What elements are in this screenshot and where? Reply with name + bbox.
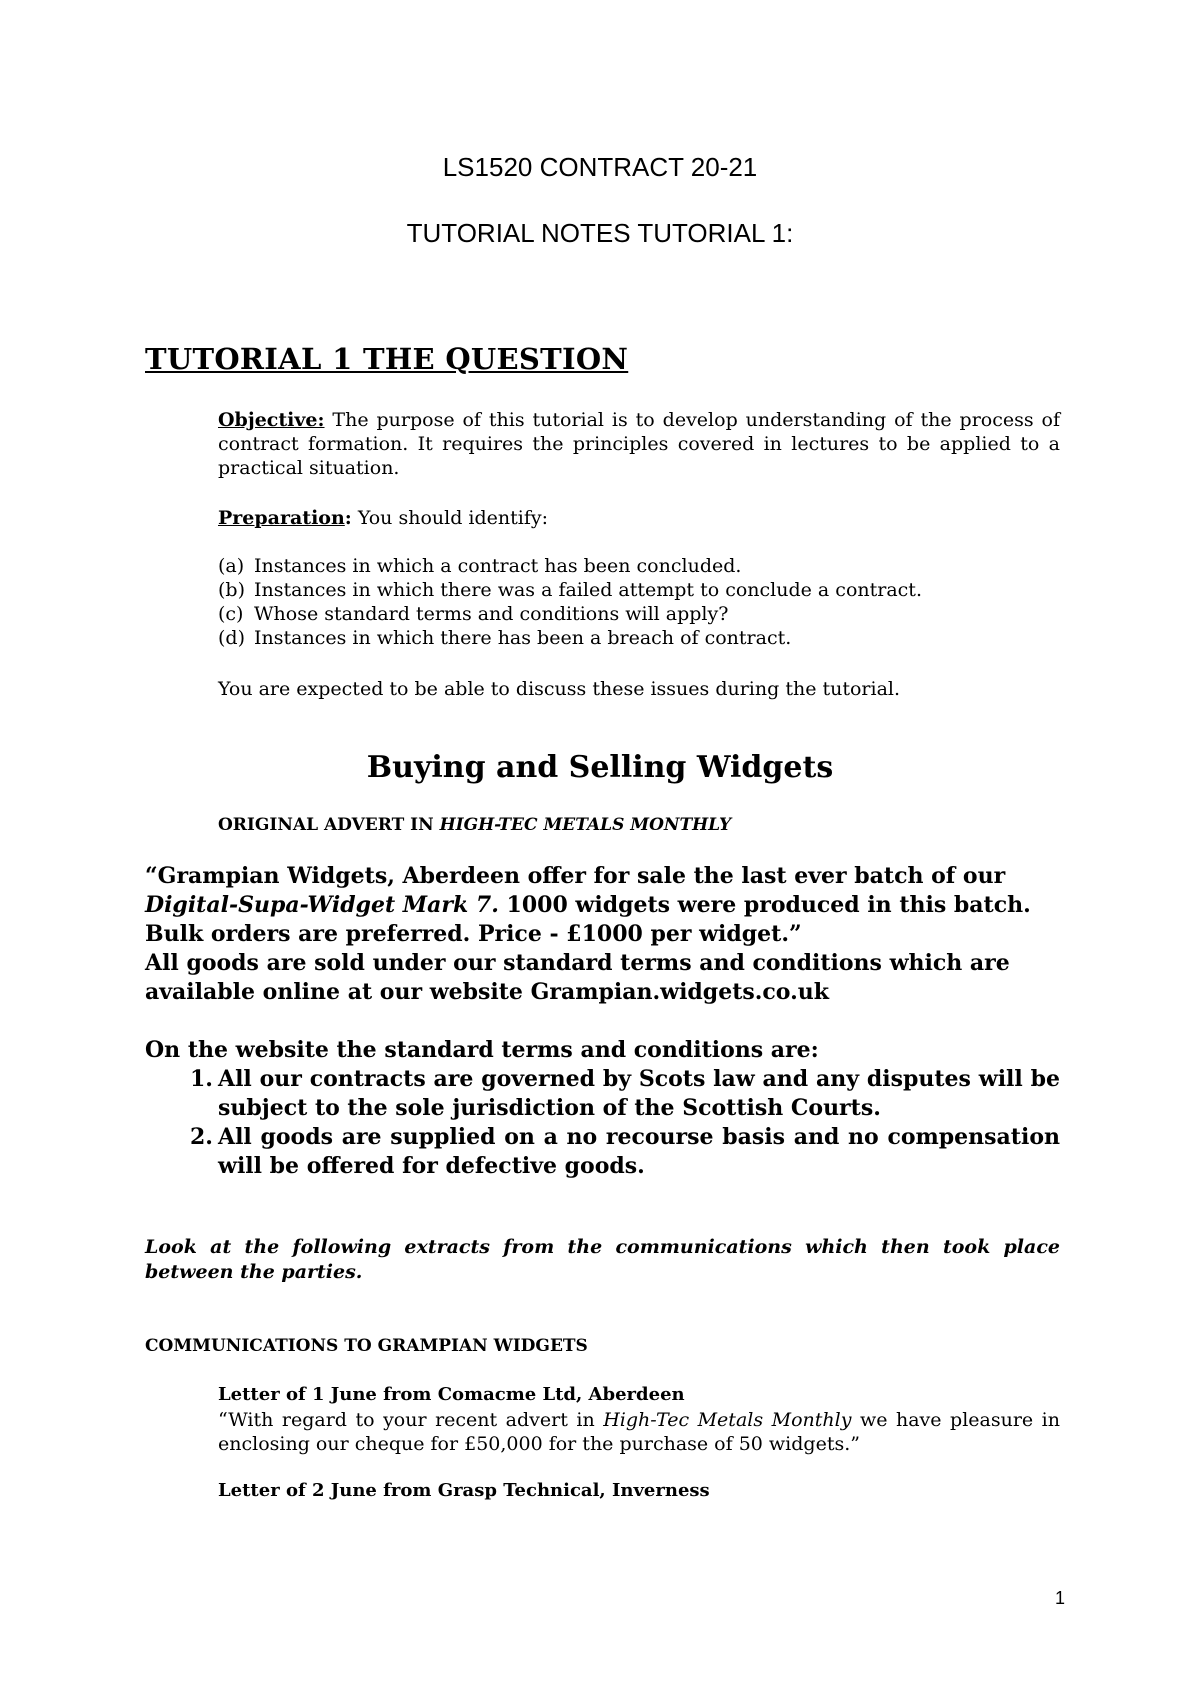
- list-item-text: Whose standard terms and conditions will apply?: [254, 603, 729, 625]
- advert-quote-product: Digital-Supa-Widget Mark 7.: [145, 892, 499, 918]
- term-line: compensation will be offered for defective goods.: [218, 1124, 1060, 1179]
- objective-label: Objective:: [218, 409, 325, 431]
- list-item-label: (a): [218, 555, 245, 577]
- preparation-colon: :: [344, 507, 352, 529]
- page-number: 1: [1054, 1588, 1065, 1608]
- term-line: All goods are supplied on a no recourse basis and no: [218, 1124, 879, 1150]
- letter-title: Letter of 1 June from Comacme Ltd, Aberdeen: [218, 1384, 685, 1405]
- term-line: All our contracts are governed by Scots law and any disputes will: [218, 1066, 1023, 1092]
- preparation-label: Preparation: [218, 507, 345, 529]
- term-text: [218, 1123, 1060, 1181]
- list-item-text: Instances in which a contract has been concluded.: [254, 555, 742, 577]
- preparation-paragraph: [218, 506, 1060, 530]
- advert-heading-magazine: HIGH-TEC METALS MONTHLY: [439, 815, 732, 835]
- advert-quote: [145, 862, 1060, 949]
- preparation-text: You should identify:: [351, 507, 549, 529]
- instruction-note: Look at the following extracts from the communications which then took place between the parties.: [145, 1236, 1060, 1283]
- list-item: [218, 602, 1060, 626]
- expectation-paragraph: You are expected to be able to discuss these issues during the tutorial.: [218, 678, 901, 700]
- preparation-list: [218, 554, 1060, 650]
- letter-body: [218, 1408, 1060, 1456]
- list-item: [218, 554, 1060, 578]
- course-title: LS1520 CONTRACT 20-21: [442, 152, 758, 182]
- standard-terms-list: [145, 1065, 1060, 1181]
- list-item-label: (b): [218, 579, 245, 601]
- advert-heading: [218, 815, 731, 835]
- section-title: TUTORIAL 1 THE QUESTION: [145, 342, 629, 376]
- scenario-heading: Buying and Selling Widgets: [366, 750, 834, 785]
- list-item-label: (c): [218, 603, 244, 625]
- objective-paragraph: [218, 408, 1060, 480]
- list-item: [218, 626, 1060, 650]
- list-item-label: (d): [218, 627, 245, 649]
- list-item-text: Instances in which there was a failed attempt to conclude a contract.: [254, 579, 922, 601]
- letter-body-suffix: we have pleasure in enclosing our cheque for £50,000 for the purchase of 50 widgets.”: [218, 1409, 1060, 1455]
- advert-quote-part1: “Grampian Widgets, Aberdeen offer for sale the last ever batch of our: [145, 863, 1006, 889]
- communications-heading: COMMUNICATIONS TO GRAMPIAN WIDGETS: [145, 1336, 588, 1356]
- list-item: [218, 578, 1060, 602]
- list-item: [145, 1065, 1060, 1123]
- letter-body-prefix: “With regard to your recent advert in: [218, 1409, 604, 1431]
- advert-heading-prefix: ORIGINAL ADVERT IN: [218, 815, 440, 835]
- objective-text: The purpose of this tutorial is to develop understanding of the process of contract formation. It requires the principles covered in lectures to be applied to a practical situation.: [218, 409, 1060, 479]
- term-text: [218, 1065, 1060, 1123]
- term-line: be subject to the sole jurisdiction of the Scottish Courts.: [218, 1066, 1060, 1121]
- advert-quote-part2: 1000 widgets were produced in this batch. Bulk orders are preferred. Price - £1000 per widget.”: [145, 892, 1031, 947]
- tutorial-notes-title: TUTORIAL NOTES TUTORIAL 1:: [406, 218, 794, 248]
- term-number: 2.: [190, 1124, 213, 1150]
- list-item: [145, 1123, 1060, 1181]
- letter-title: Letter of 2 June from Grasp Technical, Inverness: [218, 1480, 710, 1501]
- letter-body-magazine: High-Tec Metals Monthly: [603, 1409, 852, 1431]
- advert-terms: All goods are sold under our standard terms and conditions which are available online at our website Grampian.widgets.co.uk: [145, 950, 1010, 1005]
- list-item-text: Instances in which there has been a breach of contract.: [254, 627, 792, 649]
- term-number: 1.: [190, 1066, 213, 1092]
- website-intro: On the website the standard terms and conditions are:: [145, 1037, 819, 1063]
